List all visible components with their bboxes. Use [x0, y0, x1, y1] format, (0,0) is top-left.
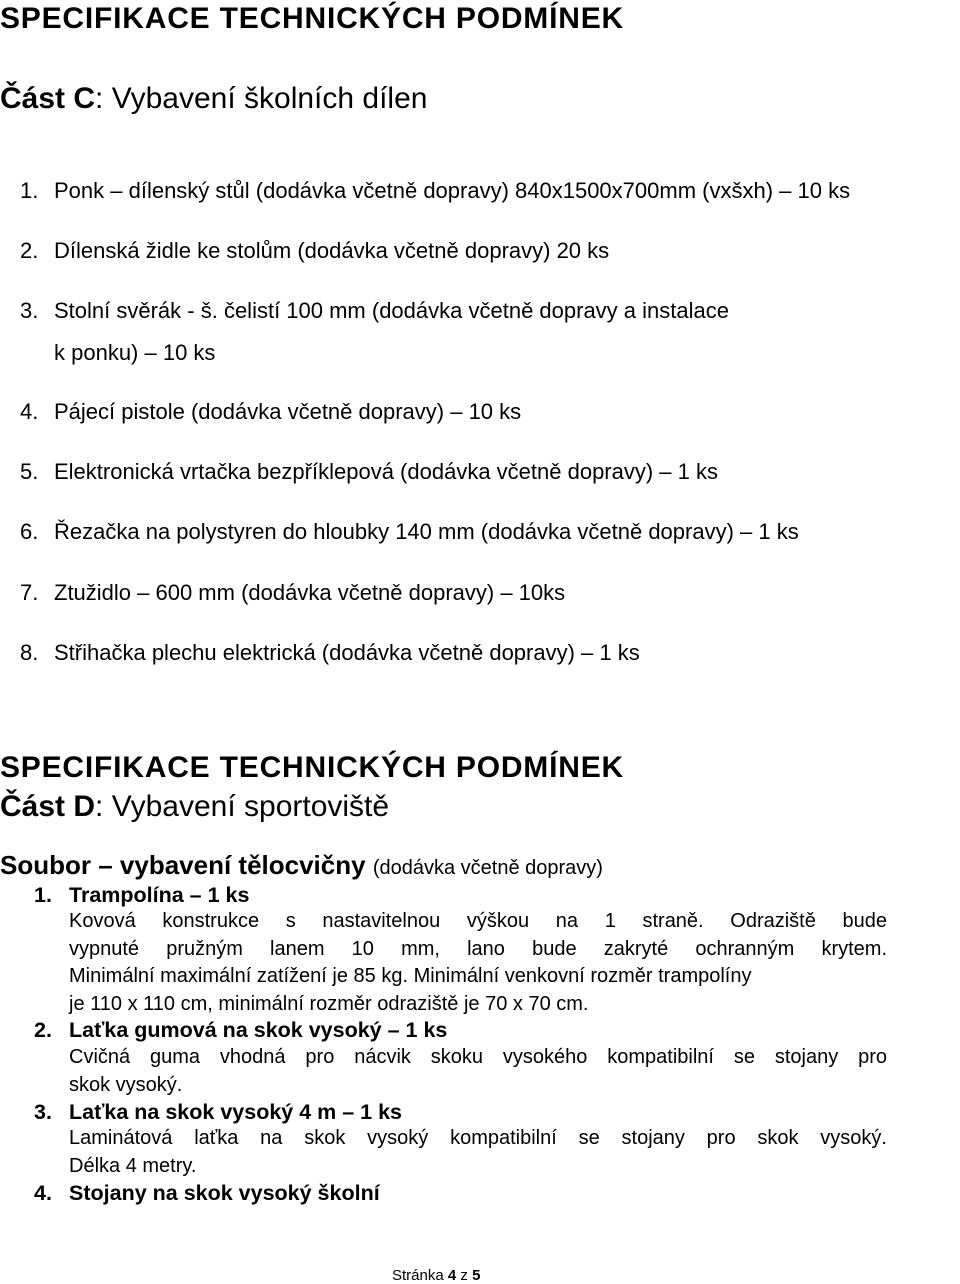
list-item-d3-description: [69, 1125, 887, 1180]
list-item-number: 6.: [20, 519, 39, 544]
list-item-c7: [20, 582, 565, 604]
list-item-text: Ztužidlo – 600 mm (dodávka včetně dopravy) – 10ks: [54, 580, 566, 605]
list-item-number: 1.: [34, 883, 52, 907]
description-line: Minimální maximální zatížení je 85 kg. Minimální venkovní rozměr trampolíny: [69, 965, 752, 987]
section-c-heading: SPECIFIKACE TECHNICKÝCH PODMÍNEK: [0, 2, 624, 35]
section-d-part-prefix: Část D: [0, 790, 96, 823]
page-number: 4: [447, 1267, 457, 1284]
list-item-number: 3.: [20, 298, 39, 323]
soubor-note: (dodávka včetně dopravy): [372, 857, 603, 879]
list-item-c8: [20, 642, 640, 664]
soubor-heading: [0, 852, 603, 878]
description-line: Kovová konstrukce s nastavitelnou výškou na 1 straně. Odraziště bude: [69, 910, 887, 932]
page-footer-of: z: [460, 1267, 468, 1284]
list-item-title: Laťka na skok vysoký 4 m – 1 ks: [69, 1100, 403, 1124]
list-item-c5: [20, 461, 718, 483]
page-footer: [392, 1268, 480, 1283]
list-item-text: Elektronická vrtačka bezpříklepová (dodávka včetně dopravy) – 1 ks: [54, 459, 718, 484]
list-item-number: 5.: [20, 459, 39, 484]
list-item-number: 2.: [34, 1018, 52, 1042]
soubor-title: Soubor – vybavení tělocvičny: [0, 850, 366, 880]
list-item-number: 1.: [20, 178, 39, 203]
list-item-d3-title: [34, 1102, 402, 1124]
page-total: 5: [472, 1267, 481, 1284]
section-d-heading: SPECIFIKACE TECHNICKÝCH PODMÍNEK: [0, 751, 624, 784]
list-item-d1-description: [69, 908, 887, 1018]
description-line: Laminátová laťka na skok vysoký kompatibilní se stojany pro skok vysoký.: [69, 1127, 887, 1149]
list-item-c1: [20, 180, 850, 202]
list-item-title: Laťka gumová na skok vysoký – 1 ks: [69, 1018, 448, 1042]
list-item-text: Řezačka na polystyren do hloubky 140 mm (dodávka včetně dopravy) – 1 ks: [54, 519, 799, 544]
list-item-c2: [20, 240, 609, 262]
section-d-part-name: : Vybavení sportoviště: [95, 790, 390, 823]
list-item-c6: [20, 521, 799, 543]
list-item-number: 4.: [34, 1181, 52, 1205]
list-item-c4: [20, 401, 521, 423]
list-item-d4-title: [34, 1183, 380, 1205]
description-line: vypnuté pružným lanem 10 mm, lano bude zakryté ochranným krytem.: [69, 937, 887, 960]
description-line: Délka 4 metry.: [69, 1154, 197, 1177]
page-footer-prefix: Stránka: [392, 1267, 444, 1284]
list-item-number: 8.: [20, 640, 39, 665]
list-item-d2-description: [69, 1044, 887, 1099]
list-item-number: 7.: [20, 580, 39, 605]
section-c-part-prefix: Část C: [0, 82, 96, 115]
description-line: je 110 x 110 cm, minimální rozměr odraziště je 70 x 70 cm.: [69, 992, 589, 1015]
list-item-text: Ponk – dílenský stůl (dodávka včetně dopravy) 840x1500x700mm (vxšxh) – 10 ks: [54, 178, 851, 203]
list-item-title: Stojany na skok vysoký školní: [69, 1181, 380, 1205]
description-line: Cvičná guma vhodná pro nácvik skoku vysokého kompatibilní se stojany pro: [69, 1046, 887, 1068]
list-item-number: 2.: [20, 238, 39, 263]
section-d-part-title: [0, 792, 389, 822]
list-item-d1-title: [34, 885, 249, 907]
list-item-number: 3.: [34, 1100, 52, 1124]
list-item-text: Střihačka plechu elektrická (dodávka včetně dopravy) – 1 ks: [54, 640, 640, 665]
list-item-c3: [20, 300, 729, 322]
list-item-text: Pájecí pistole (dodávka včetně dopravy) – 10 ks: [54, 399, 522, 424]
list-item-text: Stolní svěrák - š. čelistí 100 mm (dodávka včetně dopravy a instalace: [54, 298, 729, 323]
list-item-c3-continuation: k ponku) – 10 ks: [54, 340, 216, 365]
list-item-d2-title: [34, 1020, 447, 1042]
list-item-number: 4.: [20, 399, 39, 424]
list-item-title: Trampolína – 1 ks: [69, 883, 250, 907]
list-item-text: Dílenská židle ke stolům (dodávka včetně dopravy) 20 ks: [54, 238, 610, 263]
section-c-part-title: [0, 84, 427, 114]
description-line: skok vysoký.: [69, 1073, 183, 1096]
section-c-part-name: : Vybavení školních dílen: [95, 82, 428, 115]
